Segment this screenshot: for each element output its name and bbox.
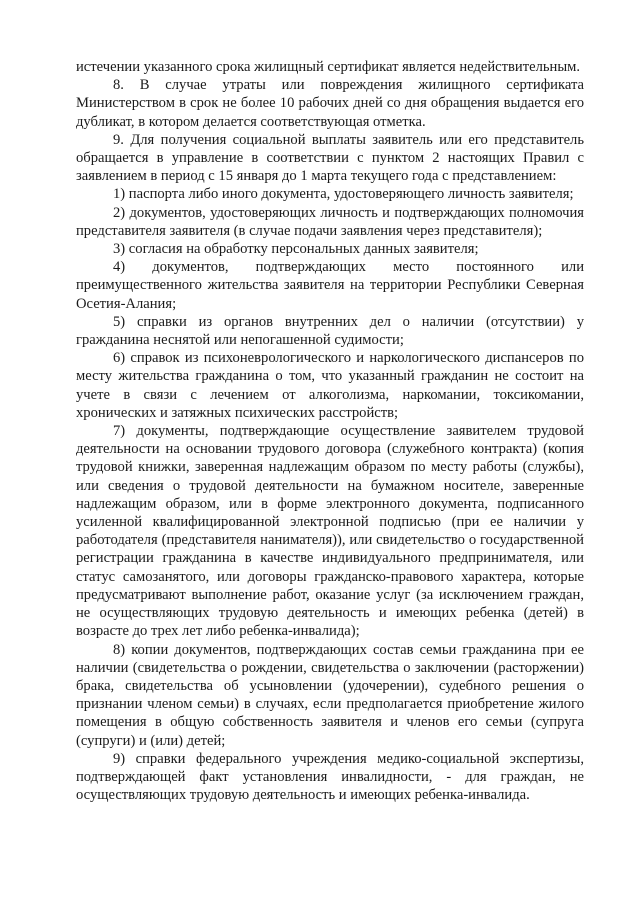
document-page [76,58,584,804]
paragraph-continuation: истечении указанного срока жилищный сертификат является недействительным. [76,59,581,75]
list-item-4: 4) документов, подтверждающих место постоянного или преимущественного жительства заявителя на территории Республики Северная Осетия-Алания; [76,259,584,312]
list-item-2: 2) документов, удостоверяющих личность и подтверждающих полномочия представителя заявителя (в случае подачи заявления через представителя); [76,204,584,239]
list-item-3: 3) согласия на обработку персональных данных заявителя; [113,241,479,258]
paragraph-item-9: 9. Для получения социальной выплаты заявитель или его представитель обращается в управление в соответствии с пунктом 2 настоящих Правил с заявлением в период с 15 января до 1 марта текущего года с представлением: [76,131,584,185]
list-item-9: 9) справки федерального учреждения медико-социальной экспертизы, подтверждающей факт установления инвалидности, - для граждан, не осуществляющих трудовую деятельность и имеющих ребенка-инвалида. [76,750,584,804]
list-item-7: 7) документы, подтверждающие осуществление заявителем трудовой деятельности на основании трудового договора (служебного контракта) (копия трудовой книжки, заверенная надлежащим образом по месту работы (службы), или сведения о трудовой деятельности на бумажном носителе, заверенные надлежащим образом, или в форме электронного документа, подписанного усиленной квалифицированной электронной подписью (при ее наличии у работодателя (представителя нанимателя)), или свидетельство о государственной регистрации гражданина в качестве индивидуального предпринимателя, или статус самозанятого, или договоры гражданско-правового характера, которые предусматривают выполнение работ, оказание услуг (за исключением граждан, не осуществляющих трудовую деятельность и имеющих ребенка (детей) в возрасте до трех лет либо ребенка-инвалида); [76,423,584,640]
list-item-5: 5) справки из органов внутренних дел о наличии (отсутствии) у гражданина неснятой или непогашенной судимости; [76,313,584,349]
list-item-8: 8) копии документов, подтверждающих состав семьи гражданина при ее наличии (свидетельства о рождении, свидетельства о заключении (расторжении) брака, свидетельства об усыновлении (удочерении), судебного решения о признании членом семьи) в случаях, если предполагается приобретение жилого помещения в общую собственность заявителя и членов его семьи (супруга (супруги) и (или) детей; [76,641,584,749]
list-item-1: 1) паспорта либо иного документа, удостоверяющего личность заявителя; [113,186,574,203]
paragraph-item-8: 8. В случае утраты или повреждения жилищного сертификата Министерством в срок не более 10 рабочих дней со дня обращения выдается его дубликат, в котором делается соответствующая отметка. [76,77,584,130]
list-item-6: 6) справок из психоневрологического и наркологического диспансеров по месту жительства гражданина о том, что указанный гражданин не состоит на учете в связи с лечением от алкоголизма, наркомании, токсикомании, хронических и затяжных психических расстройств; [76,350,584,421]
